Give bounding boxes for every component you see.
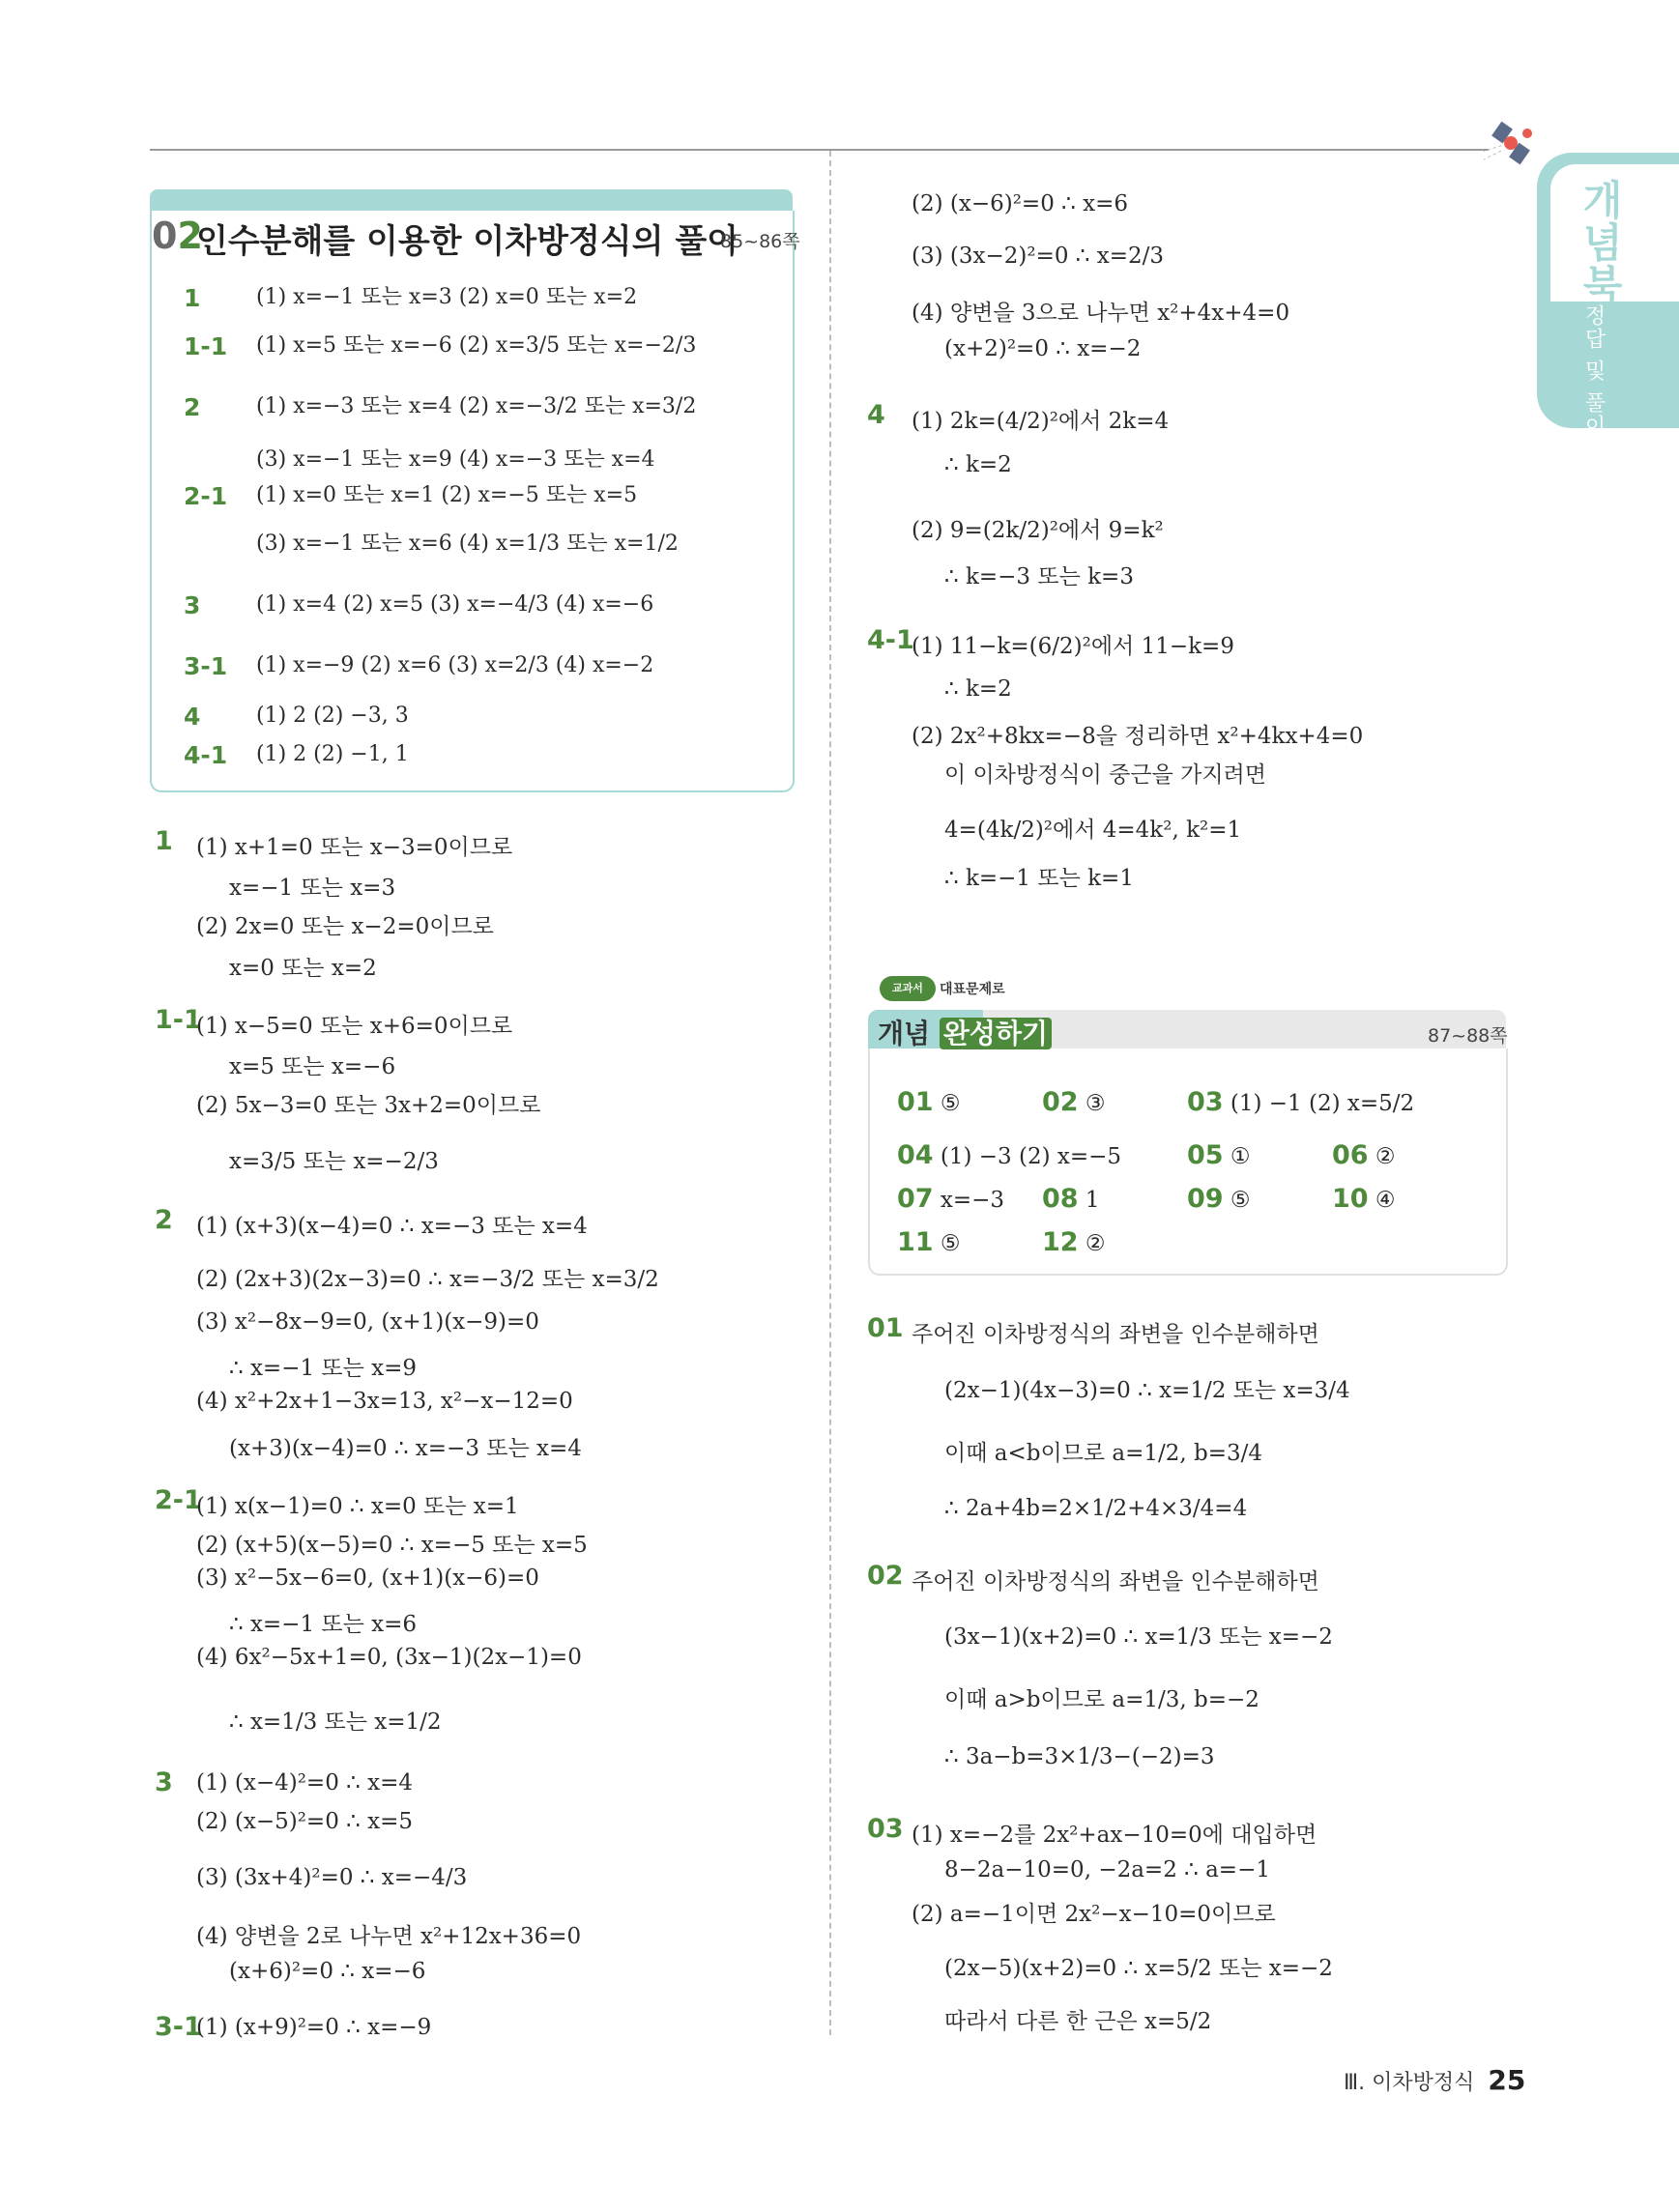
solution-line: (2) a=−1이면 2x²−x−10=0이므로 — [912, 1902, 1276, 1927]
solution-line: (1) x=−1 또는 x=3 (2) x=0 또는 x=2 — [256, 285, 638, 309]
complete-pages: 87~88쪽 — [1428, 1025, 1508, 1047]
answer-item: 05 ① — [1187, 1140, 1251, 1170]
solution-line: (4) 6x²−5x+1=0, (3x−1)(2x−1)=0 — [196, 1645, 582, 1670]
answer-item: 03 (1) −1 (2) x=5/2 — [1187, 1087, 1415, 1117]
solution-line: (1) 2 (2) −1, 1 — [256, 742, 409, 766]
solution-line: ∴ k=2 — [944, 452, 1012, 477]
solution-line: (1) (x+9)²=0 ∴ x=−9 — [196, 2015, 432, 2040]
problem-number: 1 — [184, 284, 201, 312]
answer-item: 06 ② — [1332, 1140, 1396, 1170]
solution-line: (2x−5)(x+2)=0 ∴ x=5/2 또는 x=−2 — [944, 1956, 1333, 1981]
solution-line: (4) x²+2x+1−3x=13, x²−x−12=0 — [196, 1389, 573, 1414]
solution-line: 이때 a>b이므로 a=1/3, b=−2 — [944, 1687, 1259, 1712]
top-rule — [150, 149, 1489, 151]
solution-line: ∴ x=1/3 또는 x=1/2 — [229, 1709, 442, 1735]
answer-item: 02 ③ — [1042, 1087, 1106, 1117]
solution-line: (1) 11−k=(6/2)²에서 11−k=9 — [912, 634, 1234, 659]
solution-line: (2) 2x=0 또는 x−2=0이므로 — [196, 914, 494, 939]
solution-line: (1) (x+3)(x−4)=0 ∴ x=−3 또는 x=4 — [196, 1214, 588, 1239]
problem-number: 3 — [155, 1767, 173, 1797]
page-footer: Ⅲ. 이차방정식 25 — [1344, 2064, 1526, 2096]
problem-number: 3 — [184, 591, 201, 619]
section-header-bar — [150, 189, 793, 213]
solution-line: ∴ k=2 — [944, 676, 1012, 702]
solution-line: (2x−1)(4x−3)=0 ∴ x=1/2 또는 x=3/4 — [944, 1378, 1350, 1403]
side-tab-label: 정답 및 풀이 — [1581, 304, 1606, 438]
problem-number: 01 — [867, 1313, 904, 1343]
solution-line: (1) x−5=0 또는 x+6=0이므로 — [196, 1014, 513, 1039]
solution-line: 8−2a−10=0, −2a=2 ∴ a=−1 — [944, 1857, 1270, 1882]
problem-number: 3-1 — [184, 652, 228, 680]
solution-line: x=−1 또는 x=3 — [229, 876, 396, 901]
solution-line: x=0 또는 x=2 — [229, 956, 377, 981]
problem-number: 02 — [867, 1561, 904, 1591]
solution-line: x=5 또는 x=−6 — [229, 1054, 396, 1079]
textbook-badge: 교과서 — [880, 976, 936, 1001]
solution-line: (1) (x−4)²=0 ∴ x=4 — [196, 1770, 413, 1795]
solution-line: (1) x(x−1)=0 ∴ x=0 또는 x=1 — [196, 1494, 519, 1519]
solution-line: 따라서 다른 한 근은 x=5/2 — [944, 2009, 1212, 2034]
section-number: 02 — [152, 215, 203, 257]
complete-subtitle: 대표문제로 — [940, 982, 1005, 997]
problem-number: 2 — [155, 1205, 173, 1235]
solution-line: (3) x²−8x−9=0, (x+1)(x−9)=0 — [196, 1309, 539, 1335]
solution-line: (1) x=4 (2) x=5 (3) x=−4/3 (4) x=−6 — [256, 592, 654, 617]
solution-line: (2) (2x+3)(2x−3)=0 ∴ x=−3/2 또는 x=3/2 — [196, 1267, 659, 1292]
solution-line: (4) 양변을 3으로 나누면 x²+4x+4=0 — [912, 301, 1290, 326]
complete-title: 개념 완성하기 — [878, 1013, 1052, 1051]
answer-item: 11 ⑤ — [897, 1227, 961, 1257]
solution-line: (1) x=5 또는 x=−6 (2) x=3/5 또는 x=−2/3 — [256, 333, 697, 358]
solution-line: (x+2)²=0 ∴ x=−2 — [944, 336, 1142, 361]
solution-line: 주어진 이차방정식의 좌변을 인수분해하면 — [912, 1322, 1319, 1347]
solution-line: 이 이차방정식이 중근을 가지려면 — [944, 762, 1266, 788]
problem-number: 1-1 — [184, 332, 228, 360]
answer-item: 01 ⑤ — [897, 1087, 961, 1117]
solution-line: (1) x+1=0 또는 x−3=0이므로 — [196, 835, 513, 860]
solution-line: 4=(4k/2)²에서 4=4k², k²=1 — [944, 818, 1242, 843]
answer-item: 09 ⑤ — [1187, 1184, 1251, 1214]
solution-line: (1) 2 (2) −3, 3 — [256, 704, 409, 728]
solution-line: (3x−1)(x+2)=0 ∴ x=1/3 또는 x=−2 — [944, 1624, 1333, 1650]
solution-line: 이때 a<b이므로 a=1/2, b=3/4 — [944, 1441, 1263, 1466]
section-pages: 85~86쪽 — [720, 231, 800, 252]
solution-line: (1) x=0 또는 x=1 (2) x=−5 또는 x=5 — [256, 483, 638, 507]
problem-number: 4-1 — [184, 741, 228, 769]
problem-number: 3-1 — [155, 2012, 202, 2042]
solution-line: (4) 양변을 2로 나누면 x²+12x+36=0 — [196, 1924, 582, 1949]
solution-line: ∴ 2a+4b=2×1/2+4×3/4=4 — [944, 1496, 1248, 1521]
problem-number: 4-1 — [867, 625, 914, 655]
problem-number: 03 — [867, 1814, 904, 1844]
solution-line: ∴ k=−1 또는 k=1 — [944, 866, 1134, 891]
problem-number: 4 — [867, 400, 885, 430]
solution-line: (2) (x−6)²=0 ∴ x=6 — [912, 191, 1128, 216]
answer-item: 04 (1) −3 (2) x=−5 — [897, 1140, 1122, 1170]
solution-line: (3) x=−1 또는 x=6 (4) x=1/3 또는 x=1/2 — [256, 531, 679, 556]
solution-line: (3) x=−1 또는 x=9 (4) x=−3 또는 x=4 — [256, 447, 655, 472]
problem-number: 2-1 — [184, 482, 228, 510]
solution-line: x=3/5 또는 x=−2/3 — [229, 1149, 439, 1174]
solution-line: (2) 2x²+8kx=−8을 정리하면 x²+4kx+4=0 — [912, 724, 1364, 749]
problem-number: 2-1 — [155, 1485, 202, 1515]
solution-line: ∴ x=−1 또는 x=6 — [229, 1612, 418, 1637]
solution-line: (2) (x−5)²=0 ∴ x=5 — [196, 1809, 413, 1834]
solution-line: ∴ k=−3 또는 k=3 — [944, 564, 1134, 589]
answer-item: 08 1 — [1042, 1184, 1100, 1214]
solution-line: (2) (x+5)(x−5)=0 ∴ x=−5 또는 x=5 — [196, 1533, 588, 1558]
problem-number: 1 — [155, 826, 173, 856]
answer-item: 10 ④ — [1332, 1184, 1396, 1214]
solution-line: ∴ 3a−b=3×1/3−(−2)=3 — [944, 1744, 1215, 1769]
section-title: 인수분해를 이용한 이차방정식의 풀이 — [196, 222, 739, 261]
problem-number: 4 — [184, 703, 201, 731]
satellite-icon — [1484, 116, 1542, 184]
solution-line: ∴ x=−1 또는 x=9 — [229, 1356, 418, 1381]
solution-line: (1) x=−2를 2x²+ax−10=0에 대입하면 — [912, 1823, 1317, 1848]
solution-line: (3) (3x−2)²=0 ∴ x=2/3 — [912, 244, 1164, 269]
answer-item: 12 ② — [1042, 1227, 1106, 1257]
solution-line: (x+6)²=0 ∴ x=−6 — [229, 1959, 426, 1984]
side-tab-book: 개념북 — [1577, 179, 1624, 306]
solution-line: (3) (3x+4)²=0 ∴ x=−4/3 — [196, 1865, 468, 1890]
solution-line: (1) x=−3 또는 x=4 (2) x=−3/2 또는 x=3/2 — [256, 394, 697, 418]
problem-number: 1-1 — [155, 1005, 202, 1035]
column-divider — [829, 151, 831, 2035]
solution-line: (x+3)(x−4)=0 ∴ x=−3 또는 x=4 — [229, 1436, 582, 1461]
solution-line: (2) 5x−3=0 또는 3x+2=0이므로 — [196, 1093, 541, 1118]
solution-line: (2) 9=(2k/2)²에서 9=k² — [912, 518, 1164, 543]
problem-number: 2 — [184, 393, 201, 421]
solution-line: (1) 2k=(4/2)²에서 2k=4 — [912, 409, 1170, 434]
solution-line: (1) x=−9 (2) x=6 (3) x=2/3 (4) x=−2 — [256, 653, 654, 677]
solution-line: 주어진 이차방정식의 좌변을 인수분해하면 — [912, 1569, 1319, 1594]
answer-item: 07 x=−3 — [897, 1184, 1005, 1214]
solution-line: (3) x²−5x−6=0, (x+1)(x−6)=0 — [196, 1566, 539, 1591]
